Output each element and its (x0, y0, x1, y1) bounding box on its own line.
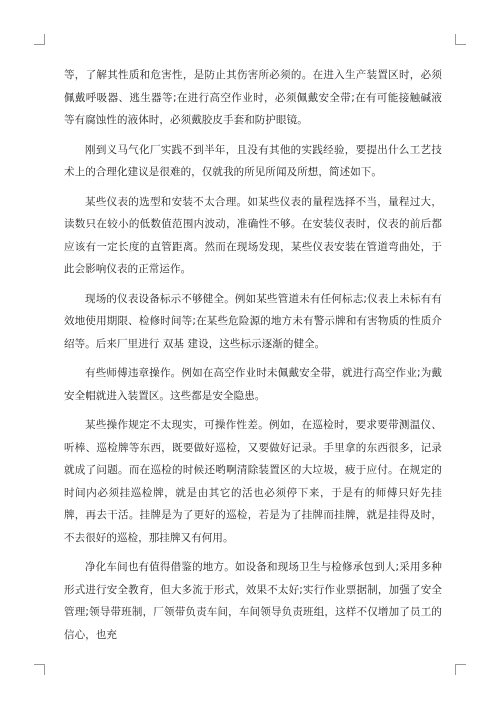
crop-mark-top-right (455, 34, 466, 45)
paragraph-procedures: 某些操作规定不太现实，可操作性差。例如，在巡检时，要求要带测温仪、听棒、巡检牌等东西，既要做好巡检，又要做好记录。手里拿的东西很多，记录就成了问题。而在巡检的时候还哟啊清除装置区的大垃圾，疲于应付。在规定的时间内必须挂巡检牌，就是由其它的活也必须停下来，于是有的师傅只好先挂牌，再去干活。挂牌是为了更好的巡检，若是为了挂牌而挂牌，就是挂得及时，不去很好的巡检，那挂牌又有何用。 (64, 419, 442, 544)
crop-mark-bottom-right (455, 664, 466, 675)
crop-mark-bottom-left (34, 664, 45, 675)
document-body (64, 64, 442, 653)
paragraph-intro: 刚到义马气化厂实践不到半年，且没有其他的实践经验，要提出什么工艺技术上的合理化建议是很难的，仅就我的所见所闻及所想，简述如下。 (64, 143, 442, 178)
paragraph-violations: 有些师傅违章操作。例如在高空作业时未佩戴安全带，就进行高空作业;为戴安全帽就进入装置区。这些都是安全隐患。 (64, 367, 442, 402)
paragraph-continuation: 等，了解其性质和危害性，是防止其伤害所必须的。在进入生产装置区时，必须佩戴呼吸器、逃生器等;在进行高空作业时，必须佩戴安全带;在有可能接触碱液等有腐蚀性的液体时，必须戴胶皮手套和防护眼镜。 (64, 69, 442, 126)
paragraph-signage: 现场的仪表设备标示不够健全。例如某些管道未有任何标志;仪表上未标有有效地使用期限、检修时间等;在某些危险源的地方未有警示牌和有害物质的性质介绍等。后来厂里进行 双基 建设，这些标示逐渐的健全。 (64, 292, 442, 350)
crop-mark-top-left (34, 34, 45, 45)
paragraph-instruments: 某些仪表的选型和安装不太合理。如某些仪表的量程选择不当，量程过大，读数只在较小的低数值范围内波动，准确性不够。在安装仪表时，仪表的前后都应该有一定长度的直管距离。然而在现场发现，某些仪表安装在管道弯曲处，于此会影响仪表的正常运作。 (64, 195, 442, 275)
paragraph-purification: 净化车间也有值得借鉴的地方。如设备和现场卫生与检修承包到人;采用多种形式进行安全教育，但大多流于形式，效果不太好;实行作业票据制，加强了安全管理;领导带班制，厂领带负责车间，车间领导负责班组，这样不仅增加了员工的信心，也充 (64, 561, 442, 641)
